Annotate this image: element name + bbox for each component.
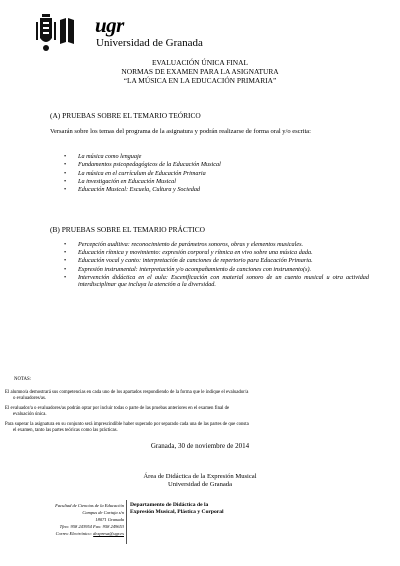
list-item: • La música como lenguaje: [64, 153, 374, 161]
list-item: • Expresión instrumental: interpretación y/o acompañamiento de canciones con instrumento(s).: [64, 266, 369, 274]
note-text-cont: o evaluadores/as.: [13, 396, 47, 401]
footer-address-line: Campus de Cartuja s/n: [82, 510, 124, 515]
footer-address-line: [4, 530, 124, 537]
signature-line-2: Universidad de Granada: [167, 481, 233, 488]
title-line-3: “LA MÚSICA EN LA EDUCACIÓN PRIMARIA”: [123, 76, 277, 85]
list-item: • Educación vocal y canto: interpretación de canciones de repertorio para Educación Primaria.: [64, 257, 369, 265]
footer-department: [130, 502, 224, 517]
footer-address-line: Facultad de Ciencias de la Educación: [55, 503, 124, 508]
signature-line-1: Área de Didáctica de la Expresión Musical: [143, 473, 257, 480]
university-name: Universidad de Granada: [96, 37, 203, 49]
footer-address-line: 18071 Granada: [95, 517, 124, 522]
footer-department-line: Departamento de Didáctica de la: [130, 502, 209, 508]
list-item: • Educación rítmica y movimiento: expresión corporal y rítmica en vivo sobre una música dada.: [64, 249, 369, 257]
note-1: [5, 390, 390, 402]
list-item: • La investigación en Educación Musical: [64, 178, 374, 186]
ugr-logo-text: ugr: [95, 13, 124, 37]
note-text: El alumno/a demostrará sus competencias en cada uno de los apartados respondiendo de la forma que le indique el evaluador/a: [5, 390, 249, 395]
section-b-list: [64, 241, 369, 290]
note-3: [5, 422, 390, 434]
list-item: • Intervención didáctica en el aula: Escenificación con material sonoro de un cuento musical u otra actividad interdisciplinar que incluya la atención a la diversidad.: [64, 274, 369, 289]
footer-address-line: Tfno: 958 243954 Fax: 958 249653: [59, 524, 124, 529]
note-text: Para superar la asignatura en su conjunto será imprescindible haber superado por separado cada una de las partes de que consta: [5, 422, 249, 427]
list-item: • Percepción auditiva: reconocimiento de parámetros sonoros, obras y elementos musicales.: [64, 241, 369, 249]
section-b-heading: (B) PRUEBAS SOBRE EL TEMARIO PRÁCTICO: [50, 225, 206, 234]
notes-heading: NOTAS:: [14, 377, 31, 382]
list-item: • Fundamentos psicopedagógicos de la Educación Musical: [64, 161, 374, 169]
footer-email-link[interactable]: dexpresa@ugr.es: [93, 531, 124, 536]
section-a-list: [64, 153, 374, 194]
note-text: El evaluador/a o evaluadores/as podrán optar por incluir todas o parte de las pruebas anteriores en el examen final de: [5, 406, 230, 411]
note-2: [5, 406, 390, 418]
section-a-heading: (A) PRUEBAS SOBRE EL TEMARIO TEÓRICO: [50, 111, 201, 120]
note-text-cont: evaluación única.: [13, 412, 47, 417]
footer-department-line: Expresión Musical, Plástica y Corporal: [130, 509, 224, 516]
footer-divider: [126, 500, 127, 544]
note-text-cont: el examen, tanto las partes teóricas como las prácticas.: [13, 428, 118, 433]
section-a-intro: Versarán sobre los temas del programa de la asignatura y podrán realizarse de forma oral y/o escrita:: [50, 128, 311, 135]
list-item: • Educación Musical: Escuela, Cultura y Sociedad: [64, 186, 374, 194]
footer-email-label: Correo Electrónico:: [55, 531, 94, 536]
title-line-2: NORMAS DE EXAMEN PARA LA ASIGNATURA: [121, 67, 279, 76]
document-date: Granada, 30 de noviembre de 2014: [150, 442, 250, 450]
title-line-1: EVALUACIÓN ÚNICA FINAL: [152, 58, 248, 67]
footer-address: [4, 502, 124, 537]
list-item: • La música en el currículum de Educación Primaria: [64, 170, 374, 178]
university-seal-logo: [30, 12, 90, 56]
